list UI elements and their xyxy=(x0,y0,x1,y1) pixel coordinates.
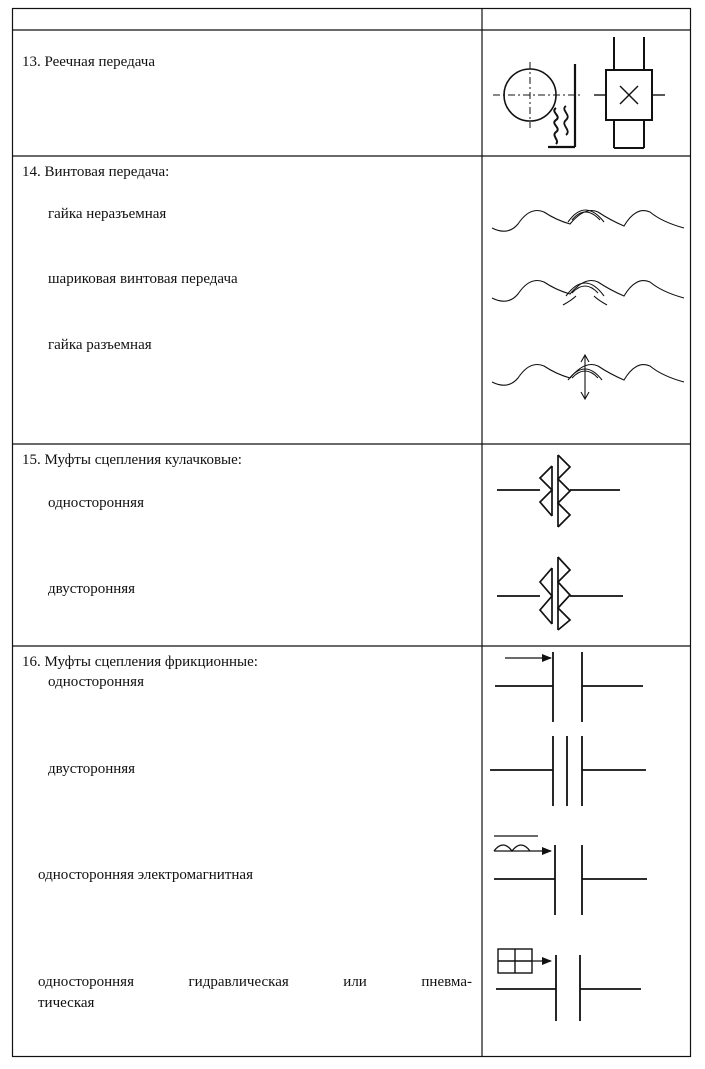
row-15-item-1: односторонняя xyxy=(48,495,144,511)
row-13-title: 13. Реечная передача xyxy=(22,54,156,70)
row-16-item-3: односторонняя электромагнитная xyxy=(38,867,253,883)
row-16-item-2: двусторонняя xyxy=(48,761,136,777)
row-16-title: 16. Муфты сцепления фрикционные: xyxy=(22,654,258,670)
row-14-item-1: гайка неразъемная xyxy=(48,206,167,222)
row-16-item-4-word-4: пневма- xyxy=(421,974,472,990)
row-15-item-2: двусторонняя xyxy=(48,581,136,597)
row-15-title: 15. Муфты сцепления кулачковые: xyxy=(22,452,242,468)
row-16-item-4-word-3: или xyxy=(343,974,367,990)
row-16-item-1: односторонняя xyxy=(48,674,144,690)
row-16-item-4-tail: тическая xyxy=(38,995,95,1011)
row-16-item-4-word-1: односторонняя xyxy=(38,974,134,990)
row-14-item-3: гайка разъемная xyxy=(48,337,152,353)
row-14-title: 14. Винтовая передача: xyxy=(22,164,170,180)
row-16-item-4-word-2: гидравлическая xyxy=(188,974,289,990)
row-14-item-2: шариковая винтовая передача xyxy=(48,271,238,287)
